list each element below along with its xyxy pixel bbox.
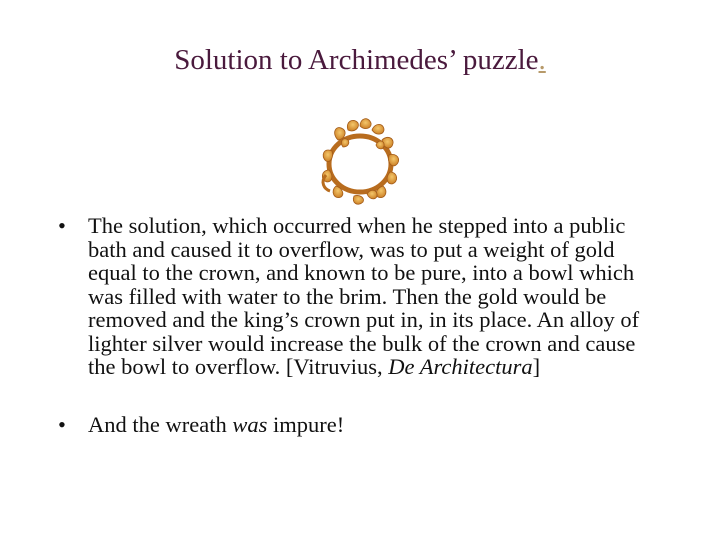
bullet-item-solution <box>58 214 668 379</box>
golden-laurel-wreath-icon <box>308 112 412 208</box>
citation-close: ] <box>532 354 541 379</box>
bullet-text <box>88 412 344 437</box>
citation-title: De Architectura <box>388 354 533 379</box>
emphasis-was: was <box>232 411 268 437</box>
bullet-text-main: The solution, which occurred when he stepped into a public bath and caused it to overflow, was to put a weight of gold equal to the crown, and known to be pure, into a bowl which was filled with water to the brim. Then the gold would be removed and the king’s crown put in, in its place. An alloy of lighter silver would increase the bulk of the crown and cause the bowl to overflow. [Vitruvius, <box>88 213 640 379</box>
bullet-list <box>58 214 668 436</box>
slide-title <box>0 42 720 78</box>
title-link[interactable]: . <box>538 44 546 76</box>
bullet-text <box>88 213 639 379</box>
bullet-marker: • <box>58 411 66 437</box>
bullet-text-start: And the wreath <box>88 411 233 437</box>
bullet-marker: • <box>58 213 66 238</box>
bullet-item-conclusion <box>58 413 668 437</box>
title-text: Solution to Archimedes’ puzzle <box>174 44 539 76</box>
bullet-text-end: impure! <box>267 411 345 437</box>
